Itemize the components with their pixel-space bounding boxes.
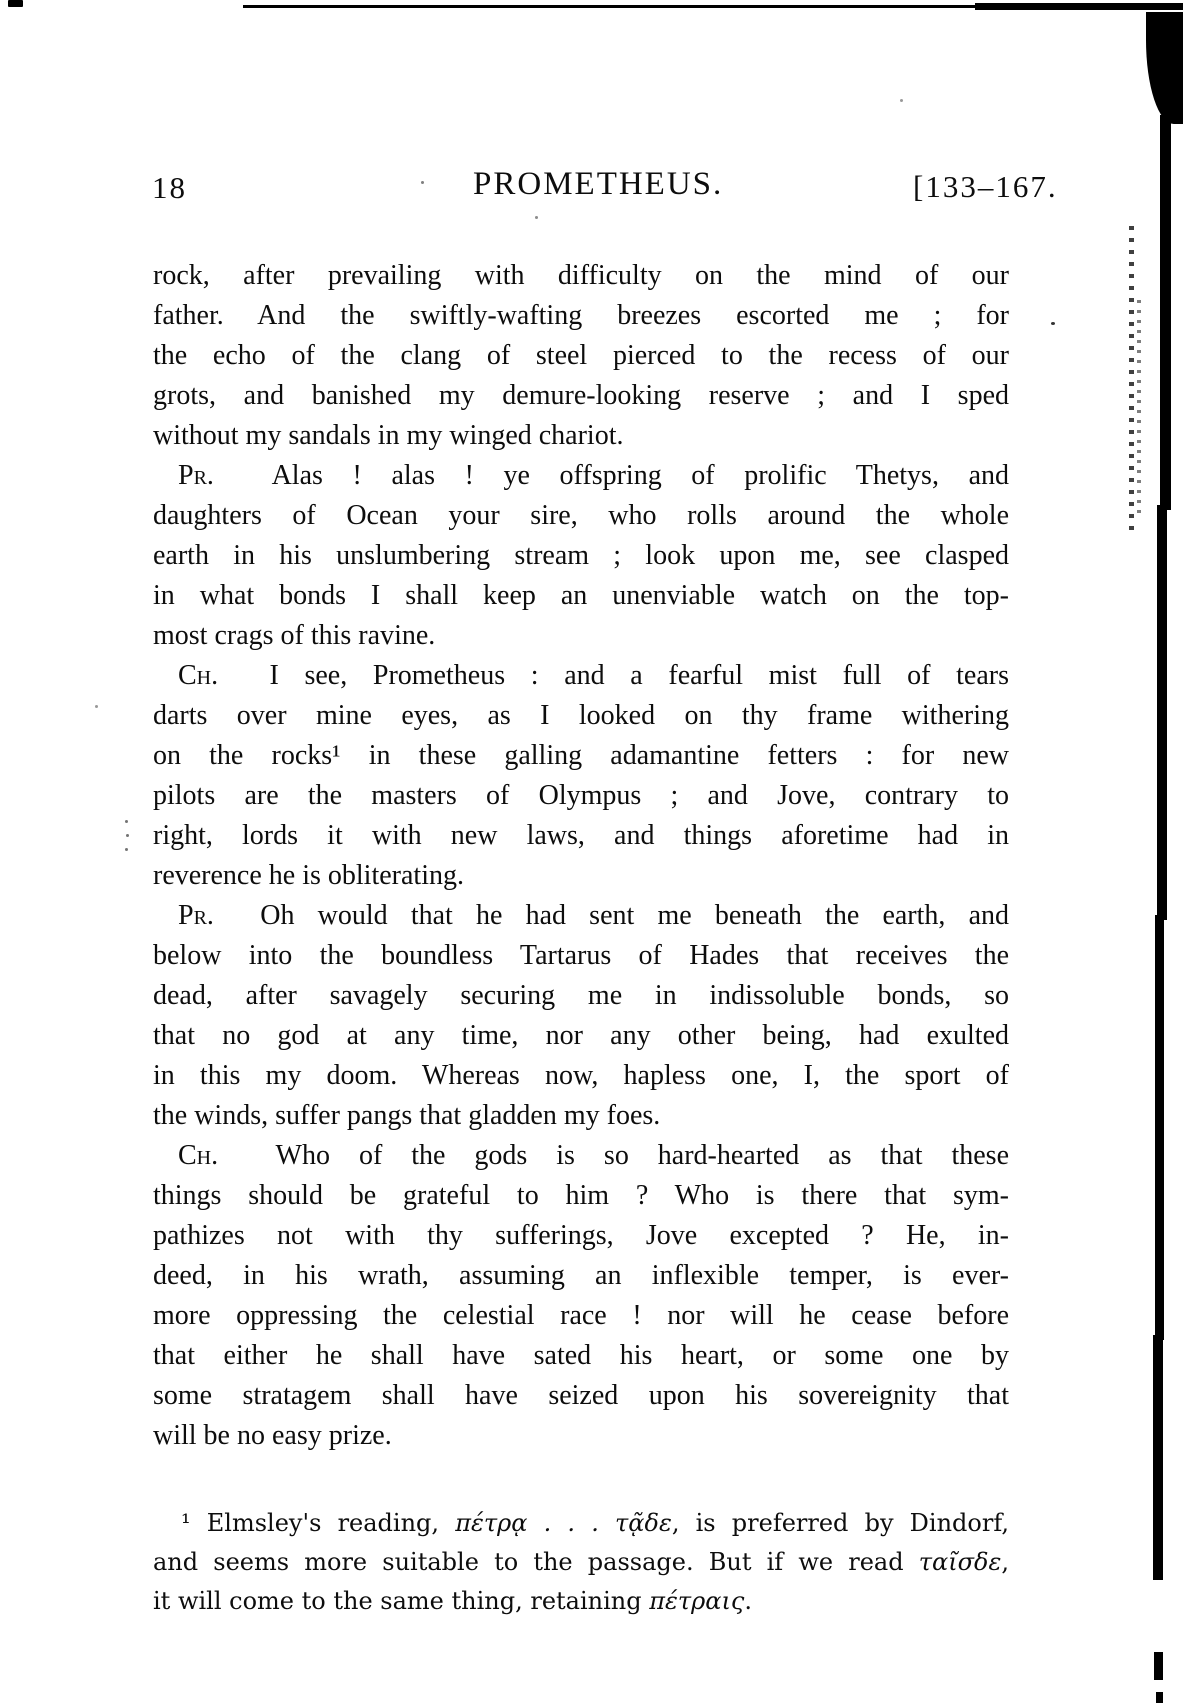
scan-top-rule-thick	[975, 3, 1183, 10]
text-line: on the rocks¹ in these galling adamantine fetters : for new	[153, 740, 1009, 771]
speaker-label: Pr.	[178, 460, 214, 491]
text-line: reverence he is obliterating.	[153, 860, 464, 891]
text-line: grots, and banished my demure-looking reserve ; and I sped	[153, 380, 1009, 411]
line-range: [133–167.	[913, 169, 1058, 204]
scan-speck	[125, 820, 128, 823]
scan-binding-shadow	[1160, 115, 1171, 510]
scan-edge-shadow-top	[1146, 12, 1183, 124]
scan-speck	[1051, 322, 1055, 325]
scan-binding-shadow	[1153, 1335, 1163, 1580]
text-line: father. And the swiftly-wafting breezes escorted me ; for	[153, 300, 1009, 331]
footnote-line: ¹ Elmsley's reading, πέτρᾳ . . . τᾷδε, is preferred by Dindorf,	[181, 1509, 1009, 1537]
footnote-line: and seems more suitable to the passage. But if we read ταῖσδε,	[153, 1548, 1009, 1576]
text-line: deed, in his wrath, assuming an inflexible temper, is ever-	[153, 1260, 1009, 1291]
scan-corner-mark	[8, 0, 23, 7]
greek-text: πέτρᾳ . . . τᾷδε	[455, 1509, 672, 1537]
text-line: the echo of the clang of steel pierced to the recess of our	[153, 340, 1009, 371]
scan-speck	[126, 834, 129, 837]
text-line: in what bonds I shall keep an unenviable watch on the top-	[153, 580, 1009, 611]
scan-speck	[95, 705, 98, 708]
running-title: PROMETHEUS.	[473, 166, 724, 202]
page-number: 18	[152, 170, 187, 205]
text-line: daughters of Ocean your sire, who rolls around the whole	[153, 500, 1009, 531]
text-body	[153, 256, 1009, 1456]
text-line: that no god at any time, nor any other being, had exulted	[153, 1020, 1009, 1051]
footnote-line: it will come to the same thing, retaining πέτραις.	[153, 1587, 752, 1615]
text-line: without my sandals in my winged chariot.	[153, 420, 624, 451]
text-line: pilots are the masters of Olympus ; and Jove, contrary to	[153, 780, 1009, 811]
speaker-label: Ch.	[178, 1140, 219, 1171]
scan-speckle-streak	[1129, 226, 1134, 536]
paragraph	[153, 656, 1009, 896]
text-line: darts over mine eyes, as I looked on thy frame withering	[153, 700, 1009, 731]
footnote	[153, 1504, 1009, 1621]
greek-text: πέτραις	[649, 1587, 745, 1615]
text-line: most crags of this ravine.	[153, 620, 436, 651]
text-line: below into the boundless Tartarus of Hades that receives the	[153, 940, 1009, 971]
paragraph	[153, 896, 1009, 1136]
scan-speckle-streak	[1137, 300, 1141, 515]
scan-speck	[125, 848, 128, 851]
speaker-label: Ch.	[178, 660, 219, 691]
text-line: things should be grateful to him ? Who is there that sym-	[153, 1180, 1009, 1211]
scan-speck	[421, 181, 424, 184]
text-line: some stratagem shall have seized upon his sovereignity that	[153, 1380, 1009, 1411]
text-line: will be no easy prize.	[153, 1420, 392, 1451]
scan-speck	[900, 99, 903, 102]
text-line: that either he shall have sated his heart, or some one by	[153, 1340, 1009, 1371]
scan-binding-shadow	[1154, 1652, 1163, 1680]
text-line: Ch. I see, Prometheus : and a fearful mist full of tears	[178, 660, 1009, 691]
greek-text: ταῖσδε	[918, 1548, 1002, 1576]
text-line: the winds, suffer pangs that gladden my foes.	[153, 1100, 661, 1131]
text-line: more oppressing the celestial race ! nor will he cease before	[153, 1300, 1009, 1331]
text-line: rock, after prevailing with difficulty on the mind of our	[153, 260, 1009, 291]
paragraph	[153, 1136, 1009, 1456]
scan-binding-shadow	[1157, 505, 1167, 920]
text-line: Pr. Oh would that he had sent me beneath the earth, and	[178, 900, 1009, 931]
paragraph	[153, 456, 1009, 656]
paragraph	[153, 256, 1009, 456]
scan-speck	[535, 216, 538, 219]
text-line: right, lords it with new laws, and things aforetime had in	[153, 820, 1009, 851]
text-line: dead, after savagely securing me in indissoluble bonds, so	[153, 980, 1009, 1011]
text-line: Ch. Who of the gods is so hard-hearted as that these	[178, 1140, 1009, 1171]
scan-binding-shadow	[1155, 915, 1164, 1340]
text-line: earth in his unslumbering stream ; look upon me, see clasped	[153, 540, 1009, 571]
speaker-label: Pr.	[178, 900, 214, 931]
text-line: in this my doom. Whereas now, hapless one, I, the sport of	[153, 1060, 1009, 1091]
scan-binding-shadow	[1156, 1692, 1163, 1703]
text-line: Pr. Alas ! alas ! ye offspring of prolific Thetys, and	[178, 460, 1009, 491]
text-line: pathizes not with thy sufferings, Jove excepted ? He, in-	[153, 1220, 1009, 1251]
